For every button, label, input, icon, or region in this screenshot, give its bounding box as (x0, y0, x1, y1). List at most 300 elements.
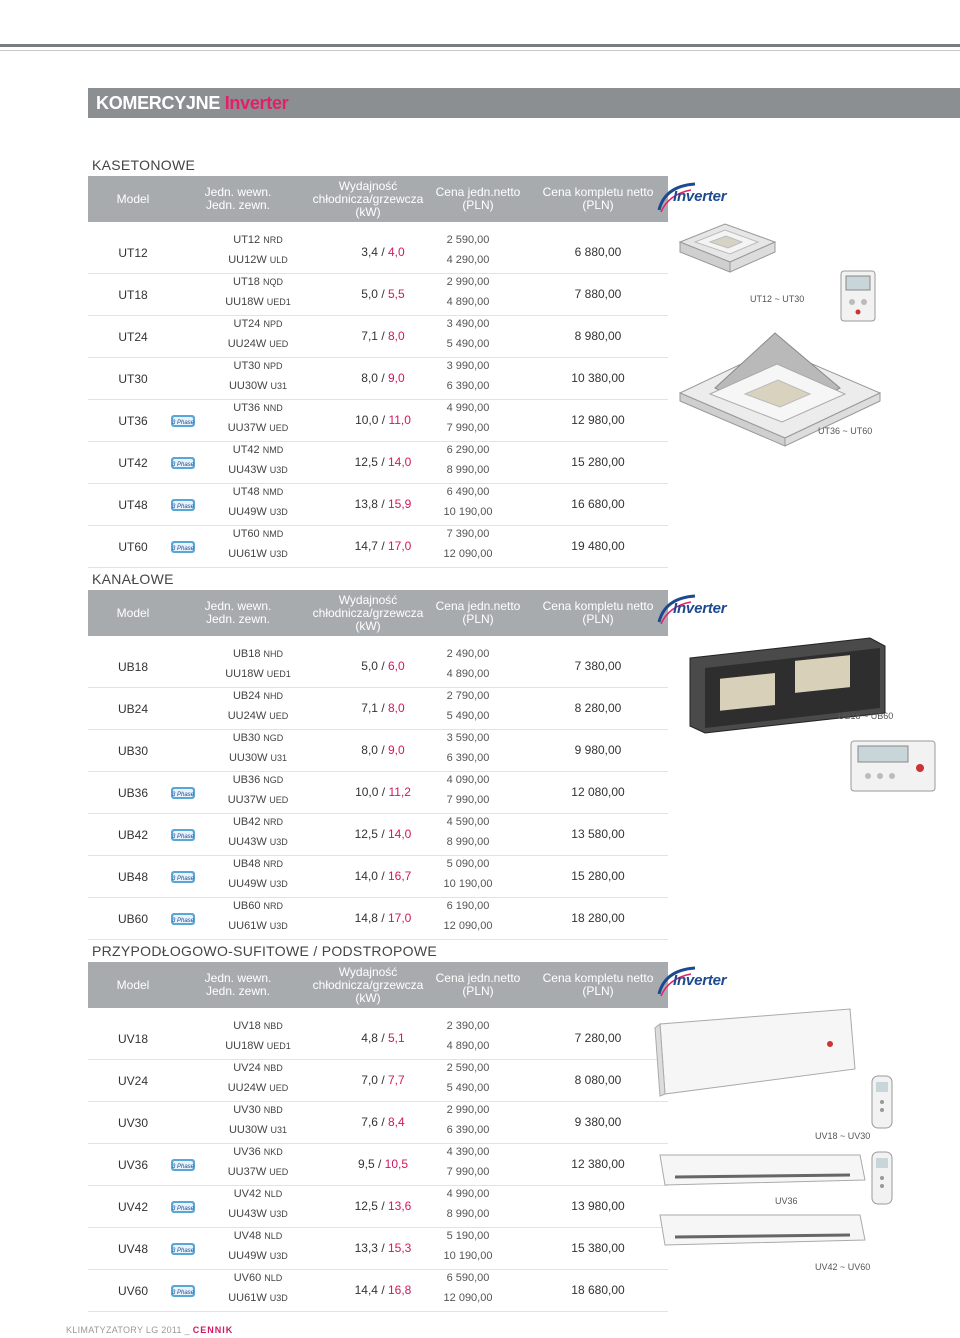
indoor-unit-suffix: NKD (263, 1147, 283, 1157)
cooling-capacity: 9,5 (357, 1157, 375, 1171)
wired-remote-image (848, 738, 938, 794)
header-capacity-line: Wydajność (338, 964, 398, 979)
indoor-unit-suffix: NRD (263, 859, 284, 869)
outdoor-price: 4 890,00 (446, 668, 490, 680)
indoor-price: 4 090,00 (446, 774, 490, 786)
table-row (88, 1018, 668, 1060)
indoor-unit-model: UV48 (233, 1230, 262, 1242)
heating-capacity: 16,7 (388, 869, 412, 883)
table-row (88, 1270, 668, 1312)
indoor-unit-model: UV30 (233, 1104, 261, 1116)
header-capacity-text (313, 966, 424, 1005)
svg-text:3 Phase: 3 Phase (171, 1248, 195, 1254)
svg-text:3 Phase: 3 Phase (171, 504, 195, 510)
set-price: 10 380,00 (571, 371, 625, 385)
cooling-capacity: 5,0 (361, 659, 378, 673)
indoor-price: 5 190,00 (446, 1230, 490, 1242)
section-title: KANAŁOWE (92, 571, 174, 587)
outdoor-unit-model: UU61W (228, 920, 267, 932)
caption-uv42-uv60: UV42 ~ UV60 (815, 1262, 871, 1272)
outdoor-price: 8 990,00 (446, 1208, 490, 1220)
cooling-capacity: 4,8 (361, 1031, 378, 1045)
cooling-capacity: 14,8 (354, 911, 378, 925)
capacity: 14,7 / 17,0 (354, 539, 412, 553)
indoor-unit (188, 318, 328, 330)
floor-ceiling-unit-image (650, 1004, 865, 1104)
inverter-logo: Inverter (655, 180, 755, 220)
outdoor-unit (188, 506, 328, 518)
indoor-unit (188, 1062, 328, 1074)
indoor-unit-suffix: NQD (262, 277, 283, 287)
table-row (88, 898, 668, 940)
indoor-unit (188, 900, 328, 912)
indoor-unit-model: UV18 (233, 1020, 261, 1032)
footer: KLIMATYZATORY LG 2011 _ CENNIK (66, 1325, 234, 1335)
table-row (88, 316, 668, 358)
cooling-capacity: 13,8 (354, 497, 378, 511)
capacity: 5,0 / 5,5 (361, 287, 405, 301)
header-set-price (528, 962, 668, 1008)
set-price: 6 880,00 (574, 245, 622, 259)
outdoor-unit-suffix: U3D (269, 1251, 288, 1261)
indoor-unit (188, 816, 328, 828)
caption-uv36: UV36 (775, 1196, 798, 1206)
header-set-price-line: Cena kompletu netto (542, 971, 654, 985)
cooling-capacity: 7,1 (361, 701, 378, 715)
model-cell: UB18 (117, 659, 149, 674)
table-row (88, 814, 668, 856)
capacity: 10,0 / 11,2 (355, 785, 411, 799)
outdoor-unit-suffix: UED (269, 795, 289, 805)
set-price: 12 980,00 (571, 413, 625, 427)
header-set-price-text (543, 972, 654, 998)
outdoor-unit-suffix: UED1 (266, 1041, 291, 1051)
capacity: 12,5 / 14,0 (354, 827, 412, 841)
capacity: 12,5 / 14,0 (354, 455, 412, 469)
model-cell: UT30 (118, 371, 148, 386)
top-rule (0, 44, 960, 47)
header-units-text (205, 186, 272, 212)
capacity: 7,1 / 8,0 (361, 701, 405, 715)
indoor-unit-suffix: NBD (263, 1105, 283, 1115)
indoor-unit-model: UB42 (232, 816, 261, 828)
indoor-price: 2 390,00 (446, 1020, 490, 1032)
header-model (88, 962, 178, 1008)
indoor-unit (188, 1104, 328, 1116)
indoor-unit (188, 648, 328, 660)
set-price: 16 680,00 (571, 497, 625, 511)
heating-capacity: 11,0 (388, 413, 411, 427)
set-price: 15 280,00 (571, 869, 625, 883)
table-row (88, 730, 668, 772)
capacity: 4,8 / 5,1 (361, 1031, 405, 1045)
cooling-capacity: 12,5 (354, 1199, 378, 1213)
header-units-text (205, 600, 272, 626)
set-price: 8 080,00 (574, 1073, 622, 1087)
header-unit-price-text (436, 600, 521, 626)
outdoor-price: 7 990,00 (446, 1166, 490, 1178)
table-header (88, 176, 668, 222)
outdoor-unit (188, 836, 328, 848)
outdoor-unit-suffix: UED (269, 339, 289, 349)
header-model-line: Model (116, 605, 150, 620)
indoor-unit-model: UV24 (233, 1062, 261, 1074)
set-price: 7 880,00 (574, 287, 622, 301)
indoor-unit-model: UB48 (232, 858, 261, 870)
indoor-unit (188, 1272, 328, 1284)
set-price: 13 980,00 (571, 1199, 625, 1213)
outdoor-unit-suffix: UED1 (266, 297, 291, 307)
outdoor-unit-model: UU61W (228, 548, 267, 560)
header-set-price-text (543, 186, 654, 212)
indoor-price: 6 490,00 (446, 486, 490, 498)
indoor-unit (188, 402, 328, 414)
indoor-price: 2 590,00 (446, 234, 490, 246)
indoor-unit (188, 444, 328, 456)
table-row (88, 526, 668, 568)
outdoor-unit (188, 710, 328, 722)
header-units-line: Jedn. wewn. (204, 971, 272, 985)
table-row (88, 442, 668, 484)
indoor-price: 4 990,00 (446, 1188, 490, 1200)
outdoor-price: 4 290,00 (446, 254, 490, 266)
indoor-unit (188, 1230, 328, 1242)
outdoor-unit-suffix: UED (269, 1167, 289, 1177)
header-set-price (528, 176, 668, 222)
header-unit-price-line: (PLN) (462, 198, 494, 212)
section-kanalowe (88, 568, 668, 940)
outdoor-unit-model: UU49W (228, 878, 267, 890)
indoor-price: 2 990,00 (446, 276, 490, 288)
heating-capacity: 10,5 (384, 1157, 409, 1171)
outdoor-unit-model: UU30W (228, 752, 268, 764)
capacity: 13,3 / 15,3 (354, 1241, 412, 1255)
indoor-unit-suffix: NRD (263, 817, 284, 827)
cooling-capacity: 14,4 (354, 1283, 378, 1297)
capacity: 8,0 / 9,0 (361, 743, 405, 757)
model-cell: UV24 (117, 1073, 149, 1088)
svg-text:3 Phase: 3 Phase (171, 462, 195, 468)
handheld-remote-image (868, 1148, 898, 1208)
outdoor-unit-model: UU43W (228, 464, 267, 476)
indoor-price: 6 590,00 (446, 1272, 490, 1284)
indoor-price: 5 090,00 (446, 858, 490, 870)
outdoor-unit-model: UU37W (227, 422, 267, 434)
header-capacity (303, 176, 433, 222)
outdoor-unit-model: UU37W (227, 794, 267, 806)
indoor-price: 3 590,00 (446, 732, 490, 744)
outdoor-unit (188, 1292, 328, 1304)
indoor-unit-model: UT30 (233, 360, 261, 372)
capacity: 3,4 / 4,0 (361, 245, 405, 259)
model-cell: UB48 (117, 869, 149, 884)
indoor-unit-suffix: NRD (263, 235, 283, 245)
heating-capacity: 4,0 (388, 245, 405, 259)
capacity: 13,8 / 15,9 (354, 497, 412, 511)
outdoor-price: 5 490,00 (446, 338, 490, 350)
model-cell: UT48 (118, 497, 148, 512)
model-cell: UB30 (117, 743, 149, 758)
header-units (178, 590, 298, 636)
indoor-unit (188, 360, 328, 372)
table-row (88, 1102, 668, 1144)
indoor-unit-model: UV42 (233, 1188, 262, 1200)
header-set-price-line: Cena kompletu netto (542, 185, 654, 199)
indoor-unit-model: UB18 (232, 648, 261, 660)
svg-text:3 Phase: 3 Phase (171, 1206, 195, 1212)
indoor-unit (188, 690, 328, 702)
indoor-unit (188, 858, 328, 870)
indoor-price: 2 590,00 (446, 1062, 490, 1074)
header-model-line: Model (116, 191, 150, 206)
header-units-text (205, 972, 272, 998)
indoor-unit-model: UT36 (233, 402, 261, 414)
outdoor-unit (188, 668, 328, 680)
table-body (88, 1018, 668, 1312)
section-kasetonowe (88, 154, 668, 568)
indoor-unit (188, 774, 328, 786)
model-cell: UT12 (118, 245, 148, 260)
indoor-unit (188, 732, 328, 744)
heating-capacity: 14,0 (388, 455, 412, 469)
header-unit-price (423, 176, 533, 222)
set-price: 15 280,00 (571, 455, 625, 469)
table-row (88, 646, 668, 688)
outdoor-price: 8 990,00 (446, 836, 490, 848)
indoor-price: 4 990,00 (446, 402, 490, 414)
header-units-line: Jedn. zewn. (205, 984, 271, 998)
outdoor-unit-model: UU30W (228, 1124, 268, 1136)
header-capacity-line: (kW) (355, 618, 381, 633)
outdoor-unit-suffix: U31 (270, 381, 288, 391)
model-cell: UT18 (118, 287, 148, 302)
header-units (178, 962, 298, 1008)
indoor-unit (188, 486, 328, 498)
outdoor-unit-model: UU49W (228, 506, 267, 518)
indoor-unit-suffix: NGD (263, 775, 284, 785)
header-unit-price (423, 962, 533, 1008)
outdoor-unit (188, 422, 328, 434)
outdoor-price: 5 490,00 (446, 710, 490, 722)
indoor-unit-model: UB36 (232, 774, 261, 786)
indoor-unit-model: UT48 (232, 486, 260, 498)
outdoor-unit-suffix: UED (269, 423, 289, 433)
outdoor-unit-model: UU24W (227, 338, 267, 350)
header-set-price-line: (PLN) (582, 984, 614, 998)
outdoor-unit-model: UU49W (228, 1250, 267, 1262)
header-set-price-line: (PLN) (582, 198, 614, 212)
indoor-unit-suffix: NLD (264, 1273, 283, 1283)
outdoor-unit (188, 1124, 328, 1136)
header-capacity (303, 590, 433, 636)
header-unit-price-text (436, 186, 521, 212)
svg-text:3 Phase: 3 Phase (171, 876, 195, 882)
header-model-text (117, 193, 150, 206)
set-price: 7 380,00 (574, 659, 622, 673)
capacity: 12,5 / 13,6 (354, 1199, 412, 1213)
indoor-unit (188, 1188, 328, 1200)
outdoor-price: 6 390,00 (446, 1124, 490, 1136)
indoor-unit-model: UV36 (233, 1146, 261, 1158)
heating-capacity: 11,2 (388, 785, 411, 799)
svg-text:3 Phase: 3 Phase (171, 546, 195, 552)
indoor-unit (188, 1146, 328, 1158)
heating-capacity: 13,6 (388, 1199, 412, 1213)
header-model-text (117, 979, 150, 992)
header-capacity-line: Wydajność (338, 178, 398, 193)
header-units-line: Jedn. wewn. (204, 599, 272, 613)
indoor-unit-suffix: NMD (262, 445, 284, 455)
capacity: 5,0 / 6,0 (361, 659, 405, 673)
page-banner (88, 88, 960, 118)
indoor-unit-suffix: NPD (263, 361, 283, 371)
header-capacity (303, 962, 433, 1008)
caption-ut36-ut60: UT36 ~ UT60 (818, 426, 873, 436)
heating-capacity: 16,8 (388, 1283, 412, 1297)
capacity: 7,1 / 8,0 (361, 329, 405, 343)
heating-capacity: 9,0 (388, 743, 405, 757)
outdoor-price: 10 190,00 (443, 1250, 493, 1262)
indoor-unit-suffix: NND (263, 403, 283, 413)
table-row (88, 358, 668, 400)
header-units (178, 176, 298, 222)
duct-unit-image (680, 628, 890, 738)
model-cell: UV42 (117, 1199, 149, 1214)
heating-capacity: 8,0 (388, 329, 405, 343)
outdoor-price: 6 390,00 (446, 380, 490, 392)
page-title: KOMERCYJNE Inverter (96, 93, 289, 113)
capacity: 14,8 / 17,0 (354, 911, 412, 925)
cooling-capacity: 10,0 (355, 413, 379, 427)
outdoor-price: 4 890,00 (446, 296, 490, 308)
indoor-price: 3 490,00 (446, 318, 490, 330)
outdoor-unit (188, 794, 328, 806)
header-units-line: Jedn. wewn. (204, 185, 272, 199)
svg-text:3 Phase: 3 Phase (171, 834, 195, 840)
outdoor-unit-suffix: U3D (269, 1293, 288, 1303)
header-capacity-text (313, 594, 424, 633)
outdoor-unit (188, 380, 328, 392)
table-row (88, 484, 668, 526)
outdoor-unit-model: UU43W (228, 836, 267, 848)
set-price: 9 380,00 (574, 1115, 622, 1129)
capacity: 7,6 / 8,4 (361, 1115, 405, 1129)
model-cell: UV36 (117, 1157, 149, 1172)
header-set-price-line: (PLN) (582, 612, 614, 626)
heating-capacity: 15,3 (388, 1241, 412, 1255)
cooling-capacity: 12,5 (354, 455, 378, 469)
outdoor-unit (188, 878, 328, 890)
heating-capacity: 17,0 (388, 911, 412, 925)
indoor-price: 2 790,00 (446, 690, 490, 702)
table-row (88, 772, 668, 814)
set-price: 12 080,00 (571, 785, 625, 799)
outdoor-unit-suffix: UED1 (266, 669, 291, 679)
header-units-line: Jedn. zewn. (205, 612, 271, 626)
outdoor-price: 8 990,00 (446, 464, 490, 476)
handheld-remote-image (868, 1072, 898, 1132)
cooling-capacity: 10,0 (355, 785, 379, 799)
indoor-price: 2 490,00 (446, 648, 490, 660)
outdoor-unit (188, 338, 328, 350)
cooling-capacity: 8,0 (361, 371, 378, 385)
header-model-text (117, 607, 150, 620)
indoor-unit (188, 528, 328, 540)
indoor-unit-suffix: NBD (263, 1021, 283, 1031)
outdoor-unit-suffix: U3D (269, 507, 288, 517)
table-header (88, 962, 668, 1008)
header-units-line: Jedn. zewn. (205, 198, 271, 212)
indoor-unit-suffix: NPD (263, 319, 283, 329)
table-row (88, 1186, 668, 1228)
model-cell: UT36 (118, 413, 148, 428)
header-model-line: Model (116, 977, 150, 992)
header-capacity-line: Wydajność (338, 592, 398, 607)
ceiling-unit-small-image (655, 1145, 870, 1195)
indoor-unit-suffix: NMD (262, 487, 284, 497)
indoor-unit-suffix: NLD (264, 1189, 283, 1199)
indoor-unit-model: UB30 (232, 732, 261, 744)
table-row (88, 232, 668, 274)
inverter-logo: Inverter (655, 592, 755, 632)
model-cell: UV30 (117, 1115, 149, 1130)
outdoor-unit-model: UU37W (227, 1166, 267, 1178)
header-capacity-text (313, 180, 424, 219)
header-unit-price (423, 590, 533, 636)
indoor-unit (188, 276, 328, 288)
outdoor-unit-suffix: UED (269, 1083, 289, 1093)
header-capacity-line: chłodnicza/grzewcza (312, 977, 424, 992)
indoor-unit-model: UT42 (232, 444, 260, 456)
outdoor-unit (188, 1208, 328, 1220)
outdoor-unit-model: UU61W (228, 1292, 267, 1304)
cooling-capacity: 14,7 (354, 539, 378, 553)
outdoor-unit-suffix: U3D (269, 465, 288, 475)
header-unit-price-line: Cena jedn.netto (435, 185, 521, 199)
cooling-capacity: 12,5 (354, 827, 378, 841)
set-price: 7 280,00 (574, 1031, 622, 1045)
table-header (88, 590, 668, 636)
cassette-unit-small-image (670, 212, 780, 292)
set-price: 8 280,00 (574, 701, 622, 715)
top-rule-thin (0, 50, 960, 51)
section-title: KASETONOWE (92, 157, 196, 173)
model-cell: UV18 (117, 1031, 149, 1046)
outdoor-price: 10 190,00 (443, 878, 493, 890)
header-set-price (528, 590, 668, 636)
outdoor-unit (188, 548, 328, 560)
model-cell: UT42 (118, 455, 148, 470)
indoor-unit-model: UT24 (233, 318, 261, 330)
outdoor-unit-model: UU12W (228, 254, 267, 266)
table-row (88, 400, 668, 442)
outdoor-unit (188, 254, 328, 266)
set-price: 12 380,00 (571, 1157, 625, 1171)
caption-ub18-ub60: UB18 ~ UB60 (838, 711, 894, 721)
outdoor-price: 12 090,00 (443, 548, 493, 560)
outdoor-unit-suffix: U3D (269, 549, 288, 559)
indoor-unit-model: UB24 (232, 690, 261, 702)
indoor-price: 7 390,00 (446, 528, 490, 540)
table-row (88, 688, 668, 730)
heating-capacity: 8,4 (388, 1115, 405, 1129)
inverter-logo: Inverter (655, 964, 755, 1004)
table-row (88, 274, 668, 316)
cooling-capacity: 7,0 (361, 1073, 378, 1087)
model-cell: UB60 (117, 911, 149, 926)
indoor-price: 2 990,00 (446, 1104, 490, 1116)
ceiling-unit-large-image (655, 1210, 870, 1260)
